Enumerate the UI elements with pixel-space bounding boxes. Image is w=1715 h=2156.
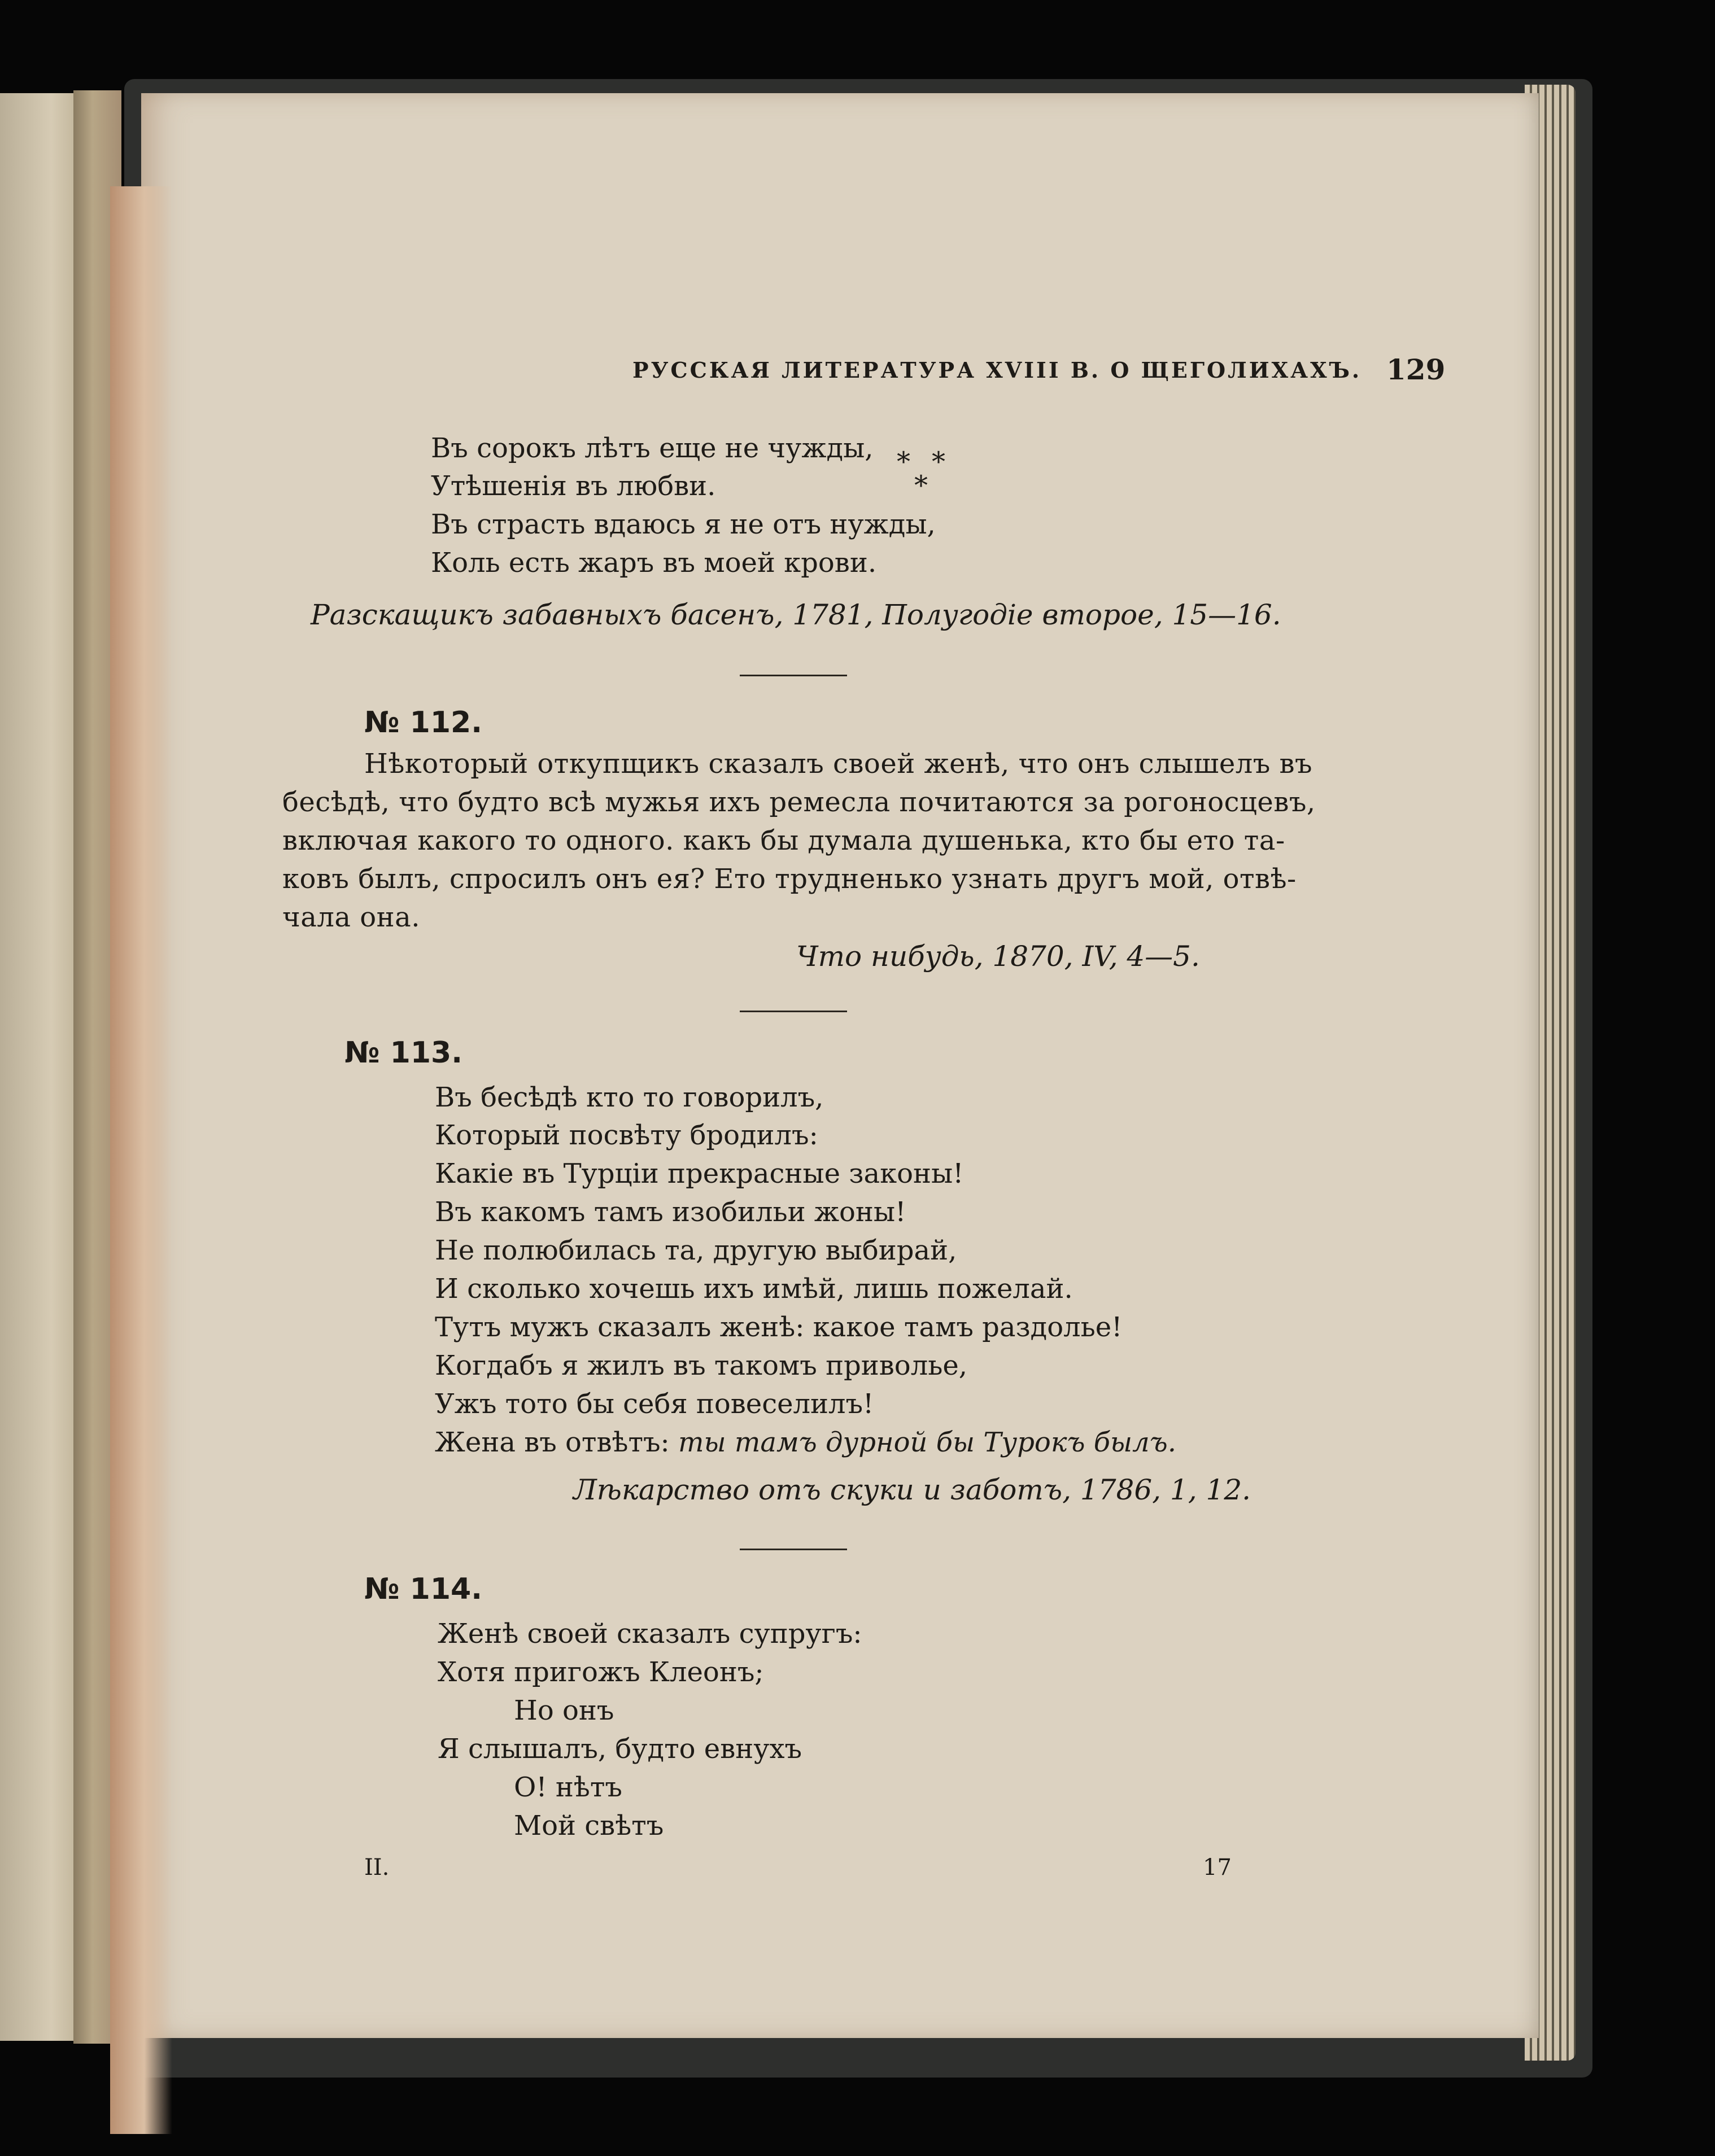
source-citation: Разскащикъ забавныхъ басенъ, 1781, Полугодіе второе, 15—16. [311, 598, 1281, 631]
poem-line: Коль есть жаръ въ моей крови. [431, 547, 877, 579]
poem-line: Утѣшенія въ любви. [431, 470, 716, 502]
prose-line: включая какого то одного. какъ бы думала душенька, кто бы ето та- [282, 825, 1285, 856]
section-divider [740, 1011, 847, 1012]
prose-line: Нѣкоторый откупщикъ сказалъ своей женѣ, что онъ слышелъ въ [364, 748, 1313, 780]
poem-line: Но онъ [514, 1695, 614, 1726]
section-number: № 113. [344, 1036, 462, 1070]
poem-line: И сколько хочешь ихъ имѣй, лишь пожелай. [435, 1273, 1073, 1305]
prose-line: ковъ былъ, спросилъ онъ ея? Ето трудненько узнать другъ мой, отвѣ- [282, 863, 1297, 895]
poem-line: Въ сорокъ лѣтъ еще не чужды, [431, 432, 874, 464]
poem-line: Хотя пригожъ Клеонъ; [438, 1656, 764, 1688]
prose-line: бесѣдѣ, что будто всѣ мужья ихъ ремесла почитаются за рогоносцевъ, [282, 786, 1316, 818]
reply-italic: ты тамъ дурной бы Турокъ былъ. [678, 1427, 1176, 1458]
section-divider [740, 675, 847, 676]
page-gutter [110, 186, 172, 2134]
section-divider [740, 1549, 847, 1550]
poem-line: Который посвѣту бродилъ: [435, 1119, 818, 1151]
running-title: РУССКАЯ ЛИТЕРАТУРА XVIII В. О ЩЕГОЛИХАХЪ. [632, 357, 1362, 383]
reply-plain: Жена въ отвѣтъ: [435, 1427, 678, 1458]
poem-line-final [435, 1429, 1176, 1456]
poem-line: Не полюбилась та, другую выбирай, [435, 1235, 957, 1266]
poem-line: Когдабъ я жилъ въ такомъ привольe, [435, 1350, 967, 1381]
page-number: 129 [1386, 353, 1446, 386]
poem-line: О! нѣтъ [514, 1772, 622, 1803]
poem-line: Мой свѣтъ [514, 1810, 664, 1842]
section-number: № 114. [364, 1572, 482, 1606]
poem-line: Въ бесѣдѣ кто то говорилъ, [435, 1082, 824, 1113]
left-page-edge [0, 93, 73, 2041]
poem-line: Женѣ своей сказалъ супругъ: [438, 1618, 862, 1650]
poem-line: Какіе въ Турціи прекрасные законы! [435, 1158, 964, 1189]
section-number: № 112. [364, 706, 482, 740]
poem-line: Я слышалъ, будто евнухъ [438, 1733, 802, 1765]
poem-line: Тутъ мужъ сказалъ женѣ: какое тамъ раздолье! [435, 1311, 1123, 1343]
source-citation: Лѣкарство отъ скуки и заботъ, 1786, 1, 12. [573, 1473, 1251, 1506]
source-citation: Что нибудь, 1870, IV, 4—5. [796, 940, 1200, 973]
poem-line: Ужъ тото бы себя повеселилъ! [435, 1388, 874, 1420]
prose-line: чала она. [282, 902, 420, 933]
signature-mark-left: II. [364, 1855, 390, 1881]
book-page: РУССКАЯ ЛИТЕРАТУРА XVIII В. О ЩЕГОЛИХАХЪ. 129 * * * Въ сорокъ лѣтъ еще не чужды, Утѣшенія въ любви. Въ страсть вдаюсь я не отъ нужды, Коль есть жаръ въ моей крови. Разскащикъ забавныхъ басенъ, 1781, Полугодіе второе, 15—16. № 112. Нѣкоторый откупщикъ сказалъ своей женѣ, что онъ слышелъ въ бесѣдѣ, что будто всѣ мужья ихъ ремесла почитаются за рогоносцевъ, включая какого то одного. какъ бы думала душенька, кто бы ето та- ковъ былъ, спросилъ онъ ея? Ето трудненько узнать другъ мой, отвѣ- чала она. Что нибудь, 1870, IV, 4—5. № 113. Въ бесѣдѣ кто то говорилъ, Который посвѣту бродилъ: Какіе въ Турціи прекрасные законы! Въ какомъ тамъ изобильи жоны! Не полюбилась та, другую выбирай, И сколько хочешь ихъ имѣй, лишь пожелай. Тутъ мужъ сказалъ женѣ: какое тамъ раздолье! Когдабъ я жилъ въ такомъ привольe, Ужъ тото бы себя повеселилъ! Жена въ отвѣтъ: ты тамъ дурной бы Турокъ былъ. Лѣкарство отъ скуки и заботъ, 1786, 1, 12. № 114. Женѣ своей сказалъ супругъ: Хотя пригожъ Клеонъ; Но онъ Я слышалъ, будто евнухъ О! нѣтъ Мой свѣтъ II. 17 [141, 93, 1539, 2038]
poem-line: Въ какомъ тамъ изобильи жоны! [435, 1196, 906, 1228]
signature-mark-right: 17 [1203, 1855, 1232, 1881]
poem-line: Въ страсть вдаюсь я не отъ нужды, [431, 509, 936, 540]
